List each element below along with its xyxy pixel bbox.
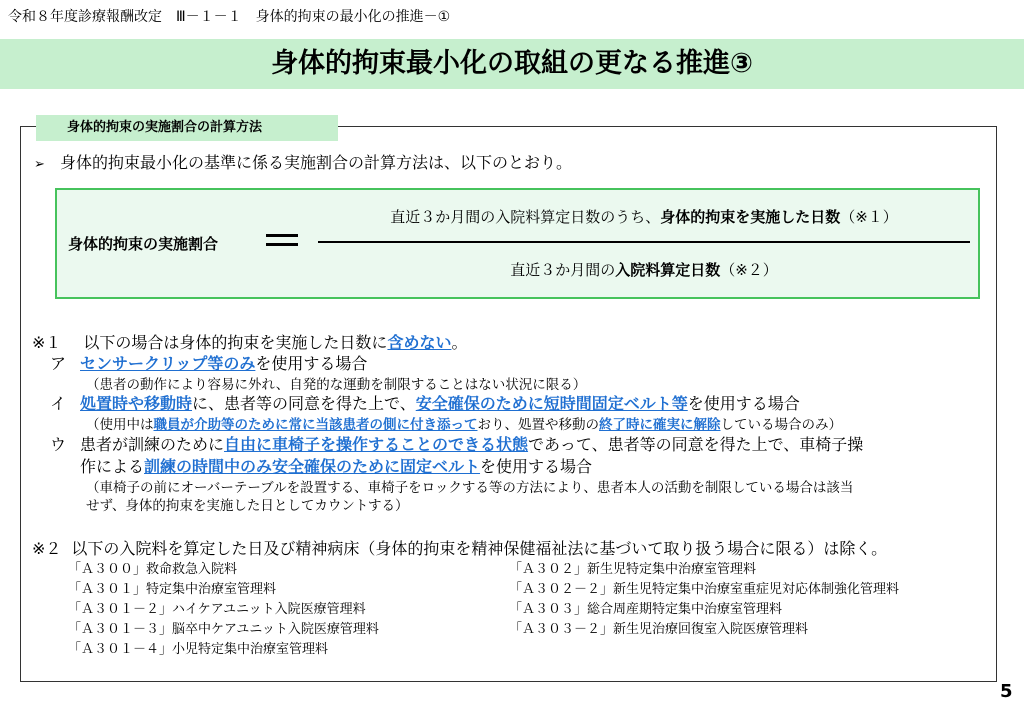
- note1-heading: [32, 330, 467, 353]
- list-item: 「Ａ３０３」総合周産期特定集中治療室管理料: [509, 602, 783, 617]
- fraction-line: [318, 241, 970, 243]
- item-i-sub-highlight-1: 職員が介助等のために常に当該患者の側に付き添って: [153, 417, 478, 433]
- item-i-sub-3: している場合のみ）: [720, 417, 842, 433]
- item-i-text-2: を使用する場合: [687, 394, 800, 413]
- list-item: 「Ａ３０１－４」小児特定集中治療室管理料: [68, 642, 329, 657]
- intro-line: [34, 150, 572, 173]
- numerator-note: （※１）: [840, 208, 898, 226]
- note1-marker: ※１: [32, 333, 62, 352]
- list-item: 「Ａ３０３－２」新生児治療回復室入院医療管理料: [509, 622, 809, 637]
- note1-item-u-sub-2: せず、身体的拘束を実施した日としてカウントする）: [86, 498, 409, 514]
- note2-text: 以下の入院料を算定した日及び精神病床（身体的拘束を精神保健福祉法に基づいて取り扱う場合に限る）は除く。: [71, 539, 888, 558]
- note1-item-u: [50, 432, 863, 455]
- item-u-text-3: 作による: [80, 457, 145, 476]
- denominator-note: （※２）: [720, 261, 778, 279]
- item-u-highlight-1: 自由に車椅子を操作することのできる状態: [224, 435, 529, 454]
- item-u-text-4: を使用する場合: [480, 457, 593, 476]
- item-i-marker: イ: [50, 394, 67, 413]
- denominator-text: 直近３か月間の: [510, 261, 616, 279]
- item-u-highlight-2: 訓練の時間中のみ安全確保のために固定ベルト: [144, 457, 481, 476]
- item-a-marker: ア: [50, 354, 67, 373]
- item-i-sub-2: おり、処置や移動の: [477, 417, 599, 433]
- numerator-text: 直近３か月間の入院料算定日数のうち、: [390, 208, 661, 226]
- intro-text: 身体的拘束最小化の基準に係る実施割合の計算方法は、以下のとおり。: [60, 153, 573, 172]
- item-i-text-1: に、患者等の同意を得た上で、: [192, 394, 416, 413]
- note1-text: 以下の場合は身体的拘束を実施した日数に: [83, 333, 388, 352]
- item-u-text-1: 患者が訓練のために: [80, 435, 225, 454]
- list-item: 「Ａ３００」救命救急入院料: [68, 562, 238, 577]
- item-a-highlight: センサークリップ等のみ: [80, 354, 256, 373]
- section-tab: 身体的拘束の実施割合の計算方法: [36, 115, 338, 141]
- equals-icon: [266, 232, 298, 248]
- note1-end: 。: [451, 333, 468, 352]
- numerator-bold: 身体的拘束を実施した日数: [660, 208, 841, 226]
- note1-item-u-sub-1: （車椅子の前にオーバーテーブルを設置する、車椅子をロックする等の方法により、患者本人の活動を制限している場合は該当: [86, 480, 854, 496]
- note2-marker: ※２: [32, 539, 62, 558]
- note1-item-a: [50, 351, 367, 374]
- list-item: 「Ａ３０１」特定集中治療室管理料: [68, 582, 277, 597]
- page-title: 身体的拘束最小化の取組の更なる推進③: [271, 48, 753, 79]
- list-item: 「Ａ３０２－２」新生児特定集中治療室重症児対応体制強化管理料: [509, 582, 900, 597]
- note1-item-a-sub: （患者の動作により容易に外れ、自発的な運動を制限することはない状況に限る）: [86, 377, 587, 393]
- item-i-sub-1: （使用中は: [86, 417, 154, 433]
- item-i-highlight-1: 処置時や移動時: [80, 394, 193, 413]
- item-i-highlight-2: 安全確保のために短時間固定ベルト等: [415, 394, 688, 413]
- formula-denominator: [318, 259, 970, 280]
- item-u-text-2: であって、患者等の同意を得た上で、車椅子操: [528, 435, 864, 454]
- item-i-sub-highlight-2: 終了時に確実に解除: [599, 417, 721, 433]
- formula-label: 身体的拘束の実施割合: [68, 235, 219, 253]
- page-number: 5: [1000, 681, 1013, 702]
- denominator-bold: 入院料算定日数: [615, 261, 721, 279]
- list-item: 「Ａ３０１－２」ハイケアユニット入院医療管理料: [68, 602, 366, 617]
- note1-item-i: [50, 391, 800, 414]
- note1-highlight: 含めない: [387, 333, 452, 352]
- list-item: 「Ａ３０１－３」脳卒中ケアユニット入院医療管理料: [68, 622, 379, 637]
- formula-numerator: [318, 206, 970, 227]
- item-a-text: を使用する場合: [255, 354, 368, 373]
- item-u-marker: ウ: [50, 435, 67, 454]
- note1-item-i-sub: [86, 413, 842, 433]
- note1-item-u-line2: [80, 454, 592, 477]
- arrow-bullet-icon: ➢: [34, 157, 45, 172]
- note2-heading: [32, 536, 887, 559]
- list-item: 「Ａ３０２」新生児特定集中治療室管理料: [509, 562, 757, 577]
- breadcrumb: 令和８年度診療報酬改定 Ⅲ－１－１ 身体的拘束の最小化の推進－①: [8, 9, 451, 25]
